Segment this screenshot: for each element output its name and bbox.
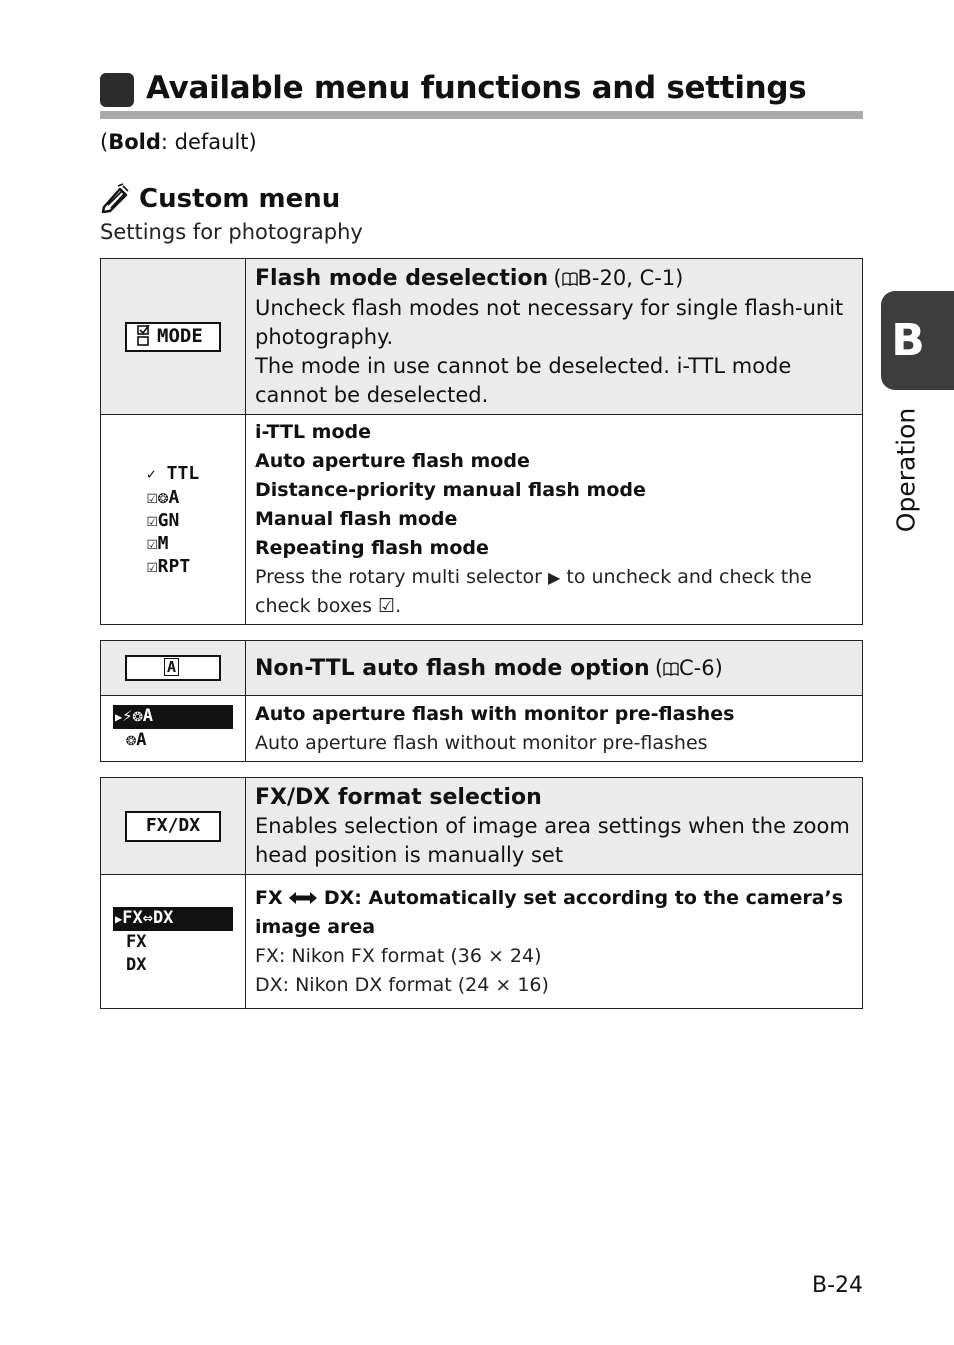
fxdx-icon-list bbox=[101, 907, 245, 977]
flash-mode-header bbox=[246, 259, 863, 415]
custom-menu-heading: Custom menu bbox=[139, 184, 341, 214]
checkbox-checked-icon: ☑ bbox=[146, 555, 158, 577]
mode-menu-icon bbox=[125, 322, 221, 352]
non-ttl-ref-text: C-6) bbox=[679, 655, 723, 680]
note-part-b: to uncheck and check the check boxes bbox=[255, 566, 812, 617]
ref-open: ( bbox=[654, 655, 664, 680]
dx-row: DX bbox=[126, 954, 147, 975]
fxdx-options bbox=[246, 875, 863, 1009]
check-icon: ✓ bbox=[146, 464, 156, 483]
non-ttl-table bbox=[100, 640, 863, 762]
auto-icon-label: A bbox=[164, 658, 179, 676]
non-ttl-ref bbox=[655, 656, 723, 680]
section-label-text: Operation bbox=[891, 407, 921, 533]
book-icon bbox=[663, 662, 679, 676]
book-icon bbox=[562, 272, 578, 286]
ttl-label: TTL bbox=[166, 462, 200, 484]
double-arrow-icon bbox=[289, 891, 317, 905]
custom-menu-subtitle: Settings for photography bbox=[100, 220, 363, 244]
option-auto-aperture: Auto aperture flash mode bbox=[255, 450, 530, 472]
aperture-icon: ❂ bbox=[126, 730, 137, 750]
ttl-row bbox=[147, 462, 199, 486]
selected-preflash-row bbox=[113, 705, 233, 729]
gn-row bbox=[147, 509, 199, 532]
page-title: Available menu functions and settings bbox=[146, 70, 807, 106]
flash-mode-icon-cell bbox=[101, 259, 246, 415]
default-note-bold: Bold bbox=[108, 130, 161, 154]
preflash-label: A bbox=[142, 706, 153, 726]
non-ttl-header bbox=[246, 641, 863, 696]
fxdx-options-icon-cell bbox=[101, 875, 246, 1009]
m-row bbox=[147, 532, 199, 555]
flash-icon: ⚡ bbox=[122, 706, 133, 726]
non-ttl-icon-list bbox=[101, 705, 245, 752]
flash-mode-options-icon-cell bbox=[101, 415, 246, 625]
fx-row: FX bbox=[126, 931, 147, 952]
ref-open: ( bbox=[553, 265, 562, 290]
non-ttl-title: Non-TTL auto flash mode option bbox=[255, 655, 650, 681]
flash-mode-table bbox=[100, 258, 863, 625]
option-repeating: Repeating flash mode bbox=[255, 537, 489, 559]
non-ttl-options bbox=[246, 696, 863, 762]
flash-mode-ref bbox=[553, 266, 683, 290]
option-auto-fxdx bbox=[255, 884, 852, 942]
default-note-rest: : default) bbox=[160, 130, 257, 154]
flash-mode-title: Flash mode deselection bbox=[255, 265, 549, 291]
non-ttl-options-icon-cell bbox=[101, 696, 246, 762]
mode-list-icons bbox=[147, 462, 199, 578]
no-preflash-row bbox=[113, 729, 245, 752]
flash-mode-desc-2: The mode in use cannot be deselected. i-TTL mode cannot be deselected. bbox=[255, 353, 792, 407]
option-with-preflash: Auto aperture flash with monitor pre-flashes bbox=[255, 702, 735, 725]
section-tab-letter: B bbox=[891, 315, 925, 366]
option-without-preflash: Auto aperture flash without monitor pre-flashes bbox=[255, 731, 708, 754]
pencil-icon bbox=[100, 183, 130, 213]
right-triangle-icon: ▶ bbox=[548, 568, 561, 587]
fxdx-title: FX/DX format selection bbox=[255, 784, 542, 810]
option-manual: Manual flash mode bbox=[255, 508, 458, 530]
flash-mode-note bbox=[255, 563, 852, 621]
flash-mode-options bbox=[246, 415, 863, 625]
checkbox-checked-icon: ☑ bbox=[146, 486, 158, 508]
aa-row bbox=[147, 486, 199, 509]
fxdx-table bbox=[100, 777, 863, 1009]
fxdx-menu-icon bbox=[125, 811, 221, 842]
checkbox-checked-icon: ☑ bbox=[378, 595, 396, 617]
fxdx-header bbox=[246, 778, 863, 875]
fxdx-icon-cell bbox=[101, 778, 246, 875]
note-end: . bbox=[395, 595, 402, 617]
checkbox-pair-icon bbox=[137, 325, 151, 347]
default-note bbox=[100, 130, 257, 154]
title-square-icon bbox=[100, 73, 134, 107]
checkbox-checked-icon: ☑ bbox=[146, 532, 158, 554]
option-distance-priority: Distance-priority manual flash mode bbox=[255, 479, 646, 501]
aa-label: A bbox=[168, 486, 180, 508]
default-note-open: ( bbox=[100, 130, 109, 154]
option-ittl: i-TTL mode bbox=[255, 421, 372, 443]
aperture-icon: ❂ bbox=[157, 486, 169, 508]
flash-mode-desc-1: Uncheck flash modes not necessary for single flash-unit photography. bbox=[255, 295, 844, 349]
selector-arrow-icon: ▶ bbox=[115, 911, 123, 926]
auto-fxdx-label: FX⇔DX bbox=[122, 907, 174, 928]
flash-mode-ref-text: B-20, C-1) bbox=[577, 265, 684, 290]
option-auto-dx: DX: Automatically set according to the camera’s image area bbox=[255, 886, 844, 938]
fxdx-icon-label: FX/DX bbox=[145, 814, 201, 836]
fxdx-desc: Enables selection of image area settings when the zoom head position is manually set bbox=[255, 813, 850, 867]
selector-arrow-icon: ▶ bbox=[115, 710, 123, 724]
rpt-row bbox=[147, 555, 199, 578]
selected-auto-row bbox=[113, 907, 233, 931]
checkbox-checked-icon: ☑ bbox=[146, 509, 158, 531]
aperture-icon: ❂ bbox=[132, 706, 143, 726]
auto-menu-icon bbox=[125, 655, 221, 681]
section-label bbox=[889, 400, 923, 540]
note-part-a: Press the rotary multi selector bbox=[255, 566, 542, 588]
title-rule bbox=[100, 111, 863, 119]
m-label: M bbox=[157, 532, 169, 554]
gn-label: GN bbox=[157, 509, 180, 531]
option-fx: FX: Nikon FX format (36 × 24) bbox=[255, 944, 542, 967]
page-number: B-24 bbox=[812, 1273, 864, 1298]
non-ttl-icon-cell bbox=[101, 641, 246, 696]
rpt-label: RPT bbox=[157, 555, 191, 577]
option-dx: DX: Nikon DX format (24 × 16) bbox=[255, 973, 549, 996]
no-preflash-label: A bbox=[136, 730, 147, 750]
mode-icon-label: MODE bbox=[157, 324, 203, 347]
option-auto-fx: FX bbox=[255, 886, 283, 909]
